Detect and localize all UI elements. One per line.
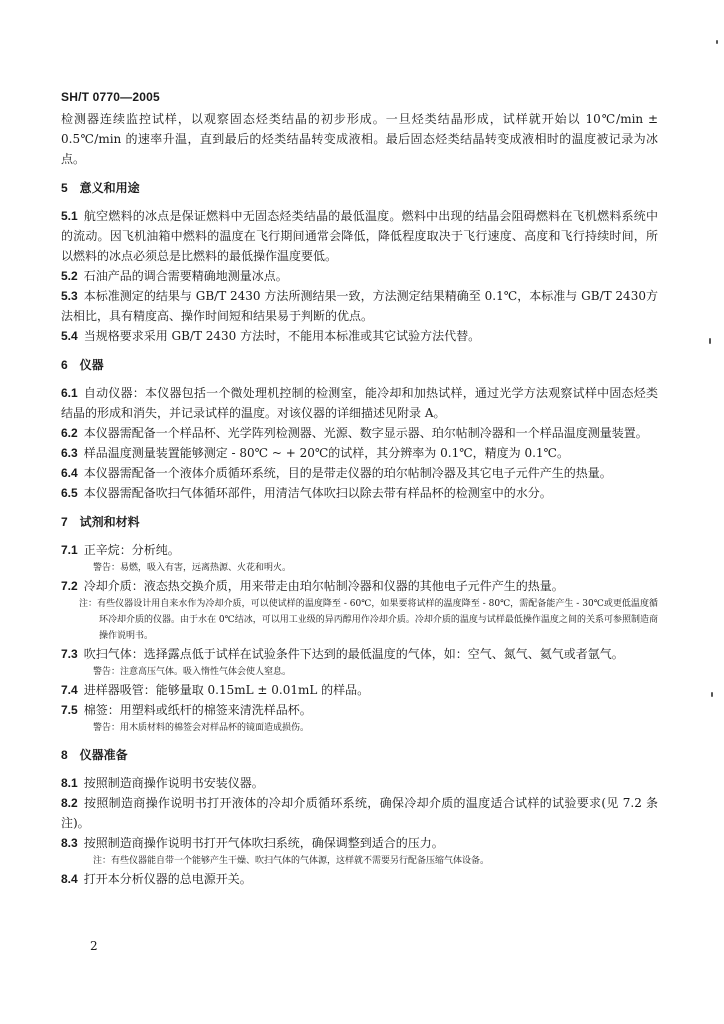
clause bbox=[61, 540, 658, 560]
scan-speck bbox=[709, 338, 711, 344]
clause bbox=[61, 576, 658, 596]
clause-text: 本标准测定的结果与 GB/T 2430 方法所测结果一致，方法测定结果精确至 0.1℃，本标准与 GB/T 2430方法相比，具有精度高、操作时间短和结果易于判断的优点。 bbox=[61, 289, 658, 323]
intro-paragraph: 检测器连续监控试样，以观察固态烃类结晶的初步形成。一旦烃类结晶形成，试样就开始以 10℃/min ± 0.5℃/min 的速率升温，直到最后的烃类结晶转变成液相。最后固态烃类结晶转变成液相时的温度被记录为冰点。 bbox=[61, 112, 658, 166]
clause-number: 6.1 bbox=[61, 386, 78, 400]
clause-number: 6.3 bbox=[61, 446, 78, 460]
clause bbox=[61, 483, 658, 503]
clause bbox=[61, 463, 658, 483]
section-heading: 5 意义和用途 bbox=[61, 181, 140, 195]
clause-text: 吹扫气体：选择露点低于试样在试验条件下达到的最低温度的气体，如：空气、氮气、氦气或者氩气。 bbox=[83, 647, 624, 661]
clause-text: 按照制造商操作说明书打开气体吹扫系统，确保调整到适合的压力。 bbox=[83, 836, 444, 850]
clause bbox=[61, 266, 658, 286]
clause-number: 6.2 bbox=[61, 426, 78, 440]
clause bbox=[61, 680, 658, 700]
clause-number: 6.4 bbox=[61, 466, 78, 480]
clause-text: 按照制造商操作说明书打开液体的冷却介质循环系统，确保冷却介质的温度适合试样的试验要求(见 7.2 条注)。 bbox=[61, 796, 658, 830]
clause bbox=[61, 423, 658, 443]
clause-text: 本仪器需配备一个液体介质循环系统，目的是带走仪器的珀尔帖制冷器及其它电子元件产生的热量。 bbox=[83, 466, 612, 480]
clause bbox=[61, 793, 658, 833]
clause-note: 警告：用木质材料的棉签会对样品杯的镜面造成损伤。 bbox=[93, 723, 310, 733]
clause-text: 冷却介质：液态热交换介质，用来带走由珀尔帖制冷器和仪器的其他电子元件产生的热量。 bbox=[83, 579, 564, 593]
clause bbox=[61, 869, 658, 889]
section-heading: 6 仪器 bbox=[61, 358, 104, 372]
clause-number: 7.4 bbox=[61, 683, 78, 697]
clause-number: 7.1 bbox=[61, 543, 78, 557]
clause-text: 自动仪器：本仪器包括一个微处理机控制的检测室，能冷却和加热试样，通过光学方法观察试样中固态烃类结晶的形成和消失，并记录试样的温度。对该仪器的详细描述见附录 A。 bbox=[61, 386, 658, 420]
page-number: 2 bbox=[90, 939, 98, 953]
clause-text: 当规格要求采用 GB/T 2430 方法时，不能用本标准或其它试验方法代替。 bbox=[83, 329, 481, 343]
document-body bbox=[61, 109, 658, 889]
clause-number: 7.5 bbox=[61, 703, 78, 717]
clause-note: 警告：易燃，吸入有害，远离热源、火花和明火。 bbox=[93, 563, 292, 573]
clause-number: 8.1 bbox=[61, 776, 78, 790]
clause bbox=[61, 443, 658, 463]
clause bbox=[61, 286, 658, 326]
clause-number: 8.4 bbox=[61, 872, 78, 886]
clause-text: 航空燃料的冰点是保证燃料中无固态烃类结晶的最低温度。燃料中出现的结晶会阻碍燃料在飞机燃料系统中的流动。因飞机油箱中燃料的温度在飞行期间通常会降低，降低程度取决于飞行速度、高度和飞行持续时间，所以燃料的冰点必须总是比燃料的最低操作温度要低。 bbox=[61, 209, 658, 263]
clause-number: 8.3 bbox=[61, 836, 78, 850]
clause-text: 样品温度测量装置能够测定 - 80℃ ~ + 20℃的试样，其分辨率为 0.1℃，精度为 0.1℃。 bbox=[83, 446, 569, 460]
clause-text: 按照制造商操作说明书安装仪器。 bbox=[83, 776, 264, 790]
clause-note: 注：有些仪器设计用自来水作为冷却介质，可以使试样的温度降至 - 60℃，如果要将试样的温度降至 - 80℃，需配备能产生 - 30℃或更低温度循环冷却介质的仪器。由于水在 0℃结冰，可以用工业级的异丙醇用作冷却介质。冷却介质的温度与试样最低操作温度之间的关系可参照制造商操作说明书。 bbox=[79, 599, 658, 641]
clause-number: 7.3 bbox=[61, 647, 78, 661]
clause-text: 石油产品的调合需要精确地测量冰点。 bbox=[83, 269, 288, 283]
clause-text: 正辛烷：分析纯。 bbox=[83, 543, 180, 557]
clause-text: 打开本分析仪器的总电源开关。 bbox=[83, 872, 252, 886]
section-heading: 7 试剂和材料 bbox=[61, 515, 140, 529]
clause-number: 8.2 bbox=[61, 796, 78, 810]
scan-speck bbox=[716, 40, 718, 44]
clause-number: 5.3 bbox=[61, 289, 78, 303]
clause-text: 棉签：用塑料或纸杆的棉签来清洗样品杯。 bbox=[83, 703, 312, 717]
clause bbox=[61, 773, 658, 793]
standard-code: SH/T 0770—2005 bbox=[61, 90, 160, 104]
clause bbox=[61, 326, 658, 346]
clause bbox=[61, 700, 658, 720]
section-heading: 8 仪器准备 bbox=[61, 748, 128, 762]
clause bbox=[61, 644, 658, 664]
clause-number: 7.2 bbox=[61, 579, 78, 593]
clause bbox=[61, 833, 658, 853]
clause-number: 6.5 bbox=[61, 486, 78, 500]
clause-number: 5.1 bbox=[61, 209, 78, 223]
sections-container bbox=[61, 178, 658, 889]
clause-text: 本仪器需配备一个样品杯、光学阵列检测器、光源、数字显示器、珀尔帖制冷器和一个样品温度测量装置。 bbox=[83, 426, 648, 440]
clause-note: 注：有些仪器能自带一个能够产生干燥、吹扫气体的气体源，这样就不需要另行配备压缩气体设备。 bbox=[93, 856, 490, 866]
clause-text: 本仪器需配备吹扫气体循环部件，用清洁气体吹扫以除去带有样品杯的检测室中的水分。 bbox=[83, 486, 552, 500]
clause-number: 5.4 bbox=[61, 329, 78, 343]
clause-note: 警告：注意高压气体。吸入惰性气体会使人窒息。 bbox=[93, 667, 292, 677]
clause bbox=[61, 206, 658, 266]
clause bbox=[61, 383, 658, 423]
clause-text: 进样器吸管：能够量取 0.15mL ± 0.01mL 的样品。 bbox=[83, 683, 370, 697]
scan-speck bbox=[711, 692, 713, 697]
clause-number: 5.2 bbox=[61, 269, 78, 283]
